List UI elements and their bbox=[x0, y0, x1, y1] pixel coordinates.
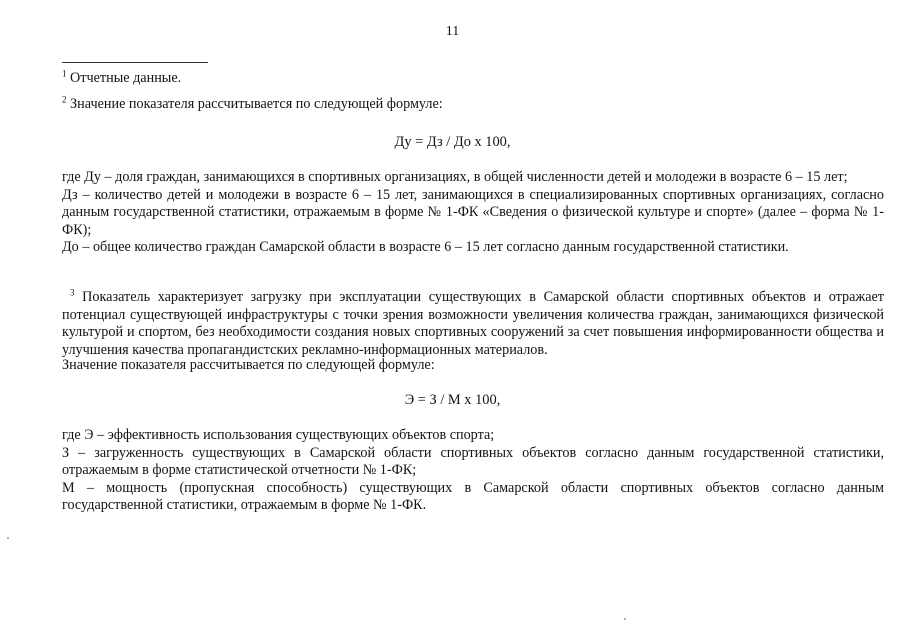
footnote-3-mark: 3 bbox=[70, 287, 75, 298]
footnote-1-mark: 1 bbox=[62, 68, 67, 79]
formula-1: Ду = Дз / До х 100, bbox=[394, 134, 511, 150]
footnote-separator bbox=[62, 62, 208, 63]
definition-du: где Ду – доля граждан, занимающихся в спортивных организациях, в общей численности детей и молодежи в возрасте 6 – 15 лет; bbox=[62, 169, 848, 185]
scan-speck bbox=[624, 618, 626, 620]
footnote-3-definitions bbox=[62, 427, 884, 515]
page-number: 11 bbox=[445, 24, 460, 39]
footnote-1-text: Отчетные данные. bbox=[66, 70, 182, 86]
footnote-2-intro bbox=[62, 96, 884, 114]
definition-m: М – мощность (пропускная способность) существующих в Самарской области спортивных объектов согласно данным государственной статистики, отражаемым в форме № 1-ФК. bbox=[62, 479, 884, 513]
definition-e: где Э – эффективность использования существующих объектов спорта; bbox=[62, 427, 495, 443]
footnote-2-intro-text: Значение показателя рассчитывается по следующей формуле: bbox=[66, 96, 443, 112]
definition-dz: Дз – количество детей и молодежи в возрасте 6 – 15 лет, занимающихся в специализированных спортивных организациях, согласно данным государственной статистики, отражаемым в форме № 1-ФК «Сведения о физической культуре и спорте» (далее – форма № 1-ФК); bbox=[62, 186, 884, 238]
footnote-3-text: Показатель характеризует загрузку при эксплуатации существующих в Самарской области спортивных объектов и отражает потенциал существующей инфраструктуры с точки зрения возможности увеличения количества граждан, занимающихся физической культурой и спортом, без необходимости создания новых спортивных сооружений за счет повышения информированности общества и улучшения качества пропагандистских рекламно-информационных материалов. bbox=[62, 289, 884, 358]
scan-speck bbox=[7, 537, 9, 539]
footnote-2-mark: 2 bbox=[62, 94, 67, 105]
formula-2: Э = З / М х 100, bbox=[404, 392, 501, 408]
footnote-3-intro: Значение показателя рассчитывается по следующей формуле: bbox=[62, 357, 435, 373]
footnote-2-definitions bbox=[62, 169, 884, 257]
definition-do: До – общее количество граждан Самарской области в возрасте 6 – 15 лет согласно данным государственной статистики. bbox=[62, 239, 789, 255]
footnote-3 bbox=[62, 289, 884, 359]
definition-z: З – загруженность существующих в Самарской области спортивных объектов согласно данным государственной статистики, отражаемым в форме статистической отчетности № 1-ФК; bbox=[62, 444, 884, 478]
footnote-1 bbox=[62, 70, 884, 88]
